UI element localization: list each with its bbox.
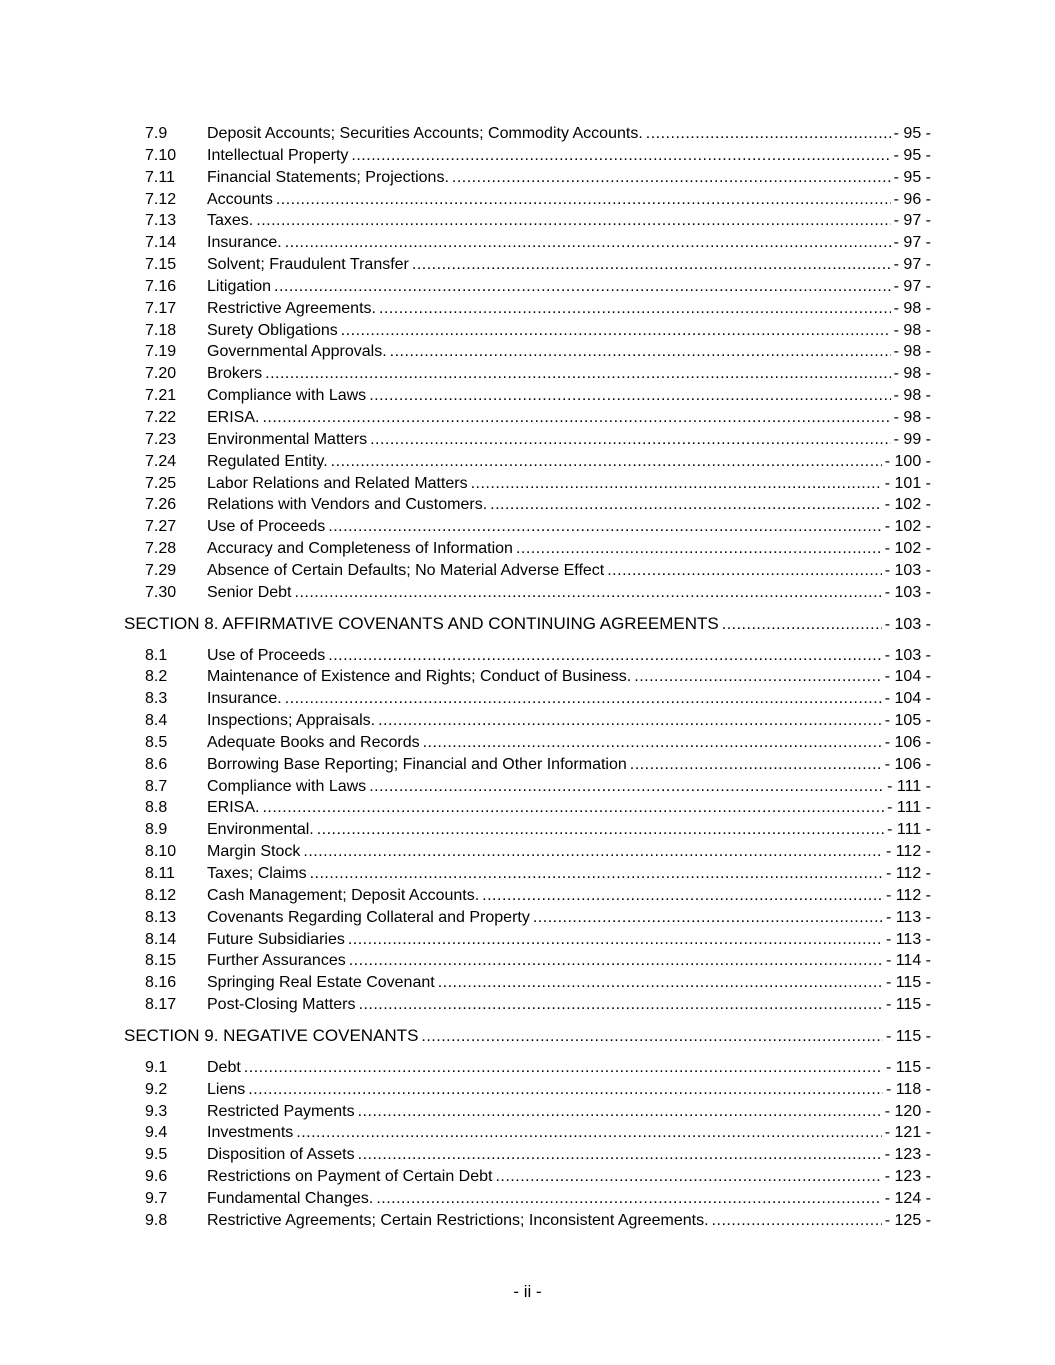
toc-entry-number: 7.24 xyxy=(145,452,177,470)
dot-leader xyxy=(376,1188,881,1210)
dot-leader xyxy=(533,907,883,929)
dot-leader xyxy=(722,614,882,636)
toc-entry-title: Absence of Certain Defaults; No Material Adverse Effect xyxy=(207,561,605,579)
toc-entry-title: Governmental Approvals. xyxy=(207,343,387,361)
toc-entry-title: Further Assurances xyxy=(207,952,346,970)
toc-entry-number: 7.27 xyxy=(145,518,177,536)
dot-leader xyxy=(370,429,891,451)
toc-entry-number: 7.20 xyxy=(145,365,177,383)
dot-leader xyxy=(379,298,891,320)
toc-entry-number: 9.1 xyxy=(145,1058,168,1076)
toc-entry-number: 9.6 xyxy=(145,1168,168,1186)
dot-leader xyxy=(634,666,882,688)
toc-entry[interactable] xyxy=(145,666,931,688)
toc-entry-title: Brokers xyxy=(207,365,263,383)
section-heading-page: - 115 - xyxy=(885,1027,931,1045)
page-footer-number: - ii - xyxy=(513,1282,542,1301)
toc-entry[interactable] xyxy=(145,167,931,189)
toc-entry-title: Senior Debt xyxy=(207,583,292,601)
toc-entry-number: 7.17 xyxy=(145,299,177,317)
toc-entry-number: 8.8 xyxy=(145,799,168,817)
toc-entry-title: Relations with Vendors and Customers. xyxy=(207,496,488,514)
dot-leader xyxy=(495,1166,881,1188)
toc-entry-title: Borrowing Base Reporting; Financial and Other Information xyxy=(207,755,627,773)
toc-entry-page: - 95 - xyxy=(893,168,931,186)
toc-entry-title: Fundamental Changes. xyxy=(207,1189,374,1207)
toc-entry-page: - 98 - xyxy=(893,365,931,383)
dot-leader xyxy=(471,473,882,495)
toc-entry-number: 9.7 xyxy=(145,1189,168,1207)
toc-entry-title: Post-Closing Matters xyxy=(207,996,356,1014)
section-heading-page: - 103 - xyxy=(884,615,931,633)
toc-entry-page: - 124 - xyxy=(884,1189,931,1207)
toc-entry-page: - 97 - xyxy=(893,234,931,252)
toc-entry-title: Compliance with Laws xyxy=(207,387,367,405)
toc-entry-page: - 121 - xyxy=(884,1124,931,1142)
toc-entry-number: 8.14 xyxy=(145,930,177,948)
toc-entry-page: - 111 - xyxy=(887,777,931,795)
toc-entry[interactable] xyxy=(145,407,931,429)
toc-entry-number: 9.3 xyxy=(145,1102,168,1120)
dot-leader xyxy=(296,1122,881,1144)
toc-entry-title: Use of Proceeds xyxy=(207,646,326,664)
dot-leader xyxy=(630,754,882,776)
toc-entry-title: Intellectual Property xyxy=(207,146,349,164)
toc-entry[interactable] xyxy=(145,189,931,211)
toc-entry-title: Debt xyxy=(207,1058,241,1076)
toc-entry[interactable] xyxy=(145,320,931,342)
toc-entry-page: - 101 - xyxy=(884,474,931,492)
toc-entry-page: - 118 - xyxy=(885,1080,931,1098)
toc-entry-number: 7.21 xyxy=(145,387,177,405)
toc-entry[interactable] xyxy=(145,1122,931,1144)
toc-entry[interactable] xyxy=(145,516,931,538)
toc-entry-title: Compliance with Laws xyxy=(207,777,367,795)
toc-entry-page: - 98 - xyxy=(893,299,931,317)
dot-leader xyxy=(607,560,882,582)
toc-entry-number: 7.25 xyxy=(145,474,177,492)
toc-entry-number: 7.23 xyxy=(145,430,177,448)
toc-entry-title: Investments xyxy=(207,1124,294,1142)
toc-entry[interactable] xyxy=(145,451,931,473)
section-heading-title: SECTION 8. AFFIRMATIVE COVENANTS AND CONTINUING AGREEMENTS xyxy=(124,613,719,633)
dot-leader xyxy=(256,210,890,232)
toc-entry[interactable] xyxy=(145,341,931,363)
toc-entry[interactable] xyxy=(145,972,931,994)
toc-entry-title: Restrictive Agreements; Certain Restrictions; Inconsistent Agreements. xyxy=(207,1211,709,1229)
toc-entry-title: Litigation xyxy=(207,277,272,295)
toc-entry-page: - 102 - xyxy=(884,518,931,536)
dot-leader xyxy=(646,123,891,145)
dot-leader xyxy=(482,885,883,907)
toc-entry-number: 7.11 xyxy=(145,168,175,186)
toc-entry-page: - 103 - xyxy=(884,583,931,601)
dot-leader xyxy=(452,167,891,189)
toc-entry-number: 7.16 xyxy=(145,277,177,295)
toc-entry[interactable] xyxy=(145,1210,931,1232)
dot-leader xyxy=(262,407,890,429)
toc-entry[interactable] xyxy=(145,907,931,929)
toc-entry-page: - 111 - xyxy=(887,821,931,839)
toc-entry-number: 7.15 xyxy=(145,256,177,274)
toc-entry-page: - 97 - xyxy=(893,256,931,274)
toc-entry-number: 7.12 xyxy=(145,190,177,208)
toc-entry[interactable] xyxy=(145,732,931,754)
toc-entry[interactable] xyxy=(145,863,931,885)
toc-entry-number: 7.14 xyxy=(145,234,177,252)
toc-entry-page: - 113 - xyxy=(885,908,931,926)
toc-entry-title: Use of Proceeds xyxy=(207,518,326,536)
toc-entry-page: - 98 - xyxy=(893,408,931,426)
toc-entry[interactable] xyxy=(145,145,931,167)
toc-entry-page: - 97 - xyxy=(893,277,931,295)
toc-entry-number: 8.17 xyxy=(145,996,177,1014)
dot-leader xyxy=(358,1101,882,1123)
toc-entry-page: - 114 - xyxy=(885,952,931,970)
dot-leader xyxy=(317,819,884,841)
dot-leader xyxy=(265,363,891,385)
toc-entry-page: - 111 - xyxy=(887,799,931,817)
toc-entry-title: Maintenance of Existence and Rights; Conduct of Business. xyxy=(207,668,632,686)
toc-entry-title: Liens xyxy=(207,1080,246,1098)
toc-entry-number: 7.30 xyxy=(145,583,177,601)
toc-entry[interactable] xyxy=(145,298,931,320)
toc-entry-number: 8.15 xyxy=(145,952,177,970)
toc-entry[interactable] xyxy=(145,950,931,972)
toc-section-heading[interactable] xyxy=(124,1025,931,1047)
toc-entry-number: 8.12 xyxy=(145,886,177,904)
toc-entry[interactable] xyxy=(145,473,931,495)
dot-leader xyxy=(423,732,882,754)
toc-entry-page: - 100 - xyxy=(884,452,931,470)
toc-entry-title: Insurance. xyxy=(207,234,282,252)
toc-entry-number: 8.13 xyxy=(145,908,177,926)
dot-leader xyxy=(421,1026,883,1048)
toc-entry-title: Disposition of Assets xyxy=(207,1146,355,1164)
toc-entry-page: - 113 - xyxy=(885,930,931,948)
toc-entry-title: Insurance. xyxy=(207,690,282,708)
toc-entry-number: 7.28 xyxy=(145,540,177,558)
toc-entry-page: - 112 - xyxy=(885,886,931,904)
toc-entry-page: - 120 - xyxy=(884,1102,931,1120)
toc-entry-page: - 115 - xyxy=(885,996,931,1014)
toc-entry-title: Surety Obligations xyxy=(207,321,338,339)
toc-entry-title: Margin Stock xyxy=(207,843,301,861)
toc-entry[interactable] xyxy=(145,276,931,298)
toc-entry-page: - 95 - xyxy=(893,125,931,142)
toc-entry-page: - 99 - xyxy=(893,430,931,448)
toc-entry-title: Restrictive Agreements. xyxy=(207,299,376,317)
toc-entry-number: 7.22 xyxy=(145,408,177,426)
toc-entry-number: 8.1 xyxy=(145,646,168,664)
dot-leader xyxy=(412,254,891,276)
toc-entry-page: - 95 - xyxy=(893,146,931,164)
toc-entry-number: 7.26 xyxy=(145,496,177,514)
toc-entry-title: Solvent; Fraudulent Transfer xyxy=(207,256,409,274)
dot-leader xyxy=(328,645,881,667)
dot-leader xyxy=(262,797,884,819)
toc-entry[interactable] xyxy=(145,1166,931,1188)
toc-entry-number: 8.6 xyxy=(145,755,168,773)
toc-entry-title: Covenants Regarding Collateral and Property xyxy=(207,908,530,926)
toc-entry-number: 9.4 xyxy=(145,1124,168,1142)
dot-leader xyxy=(295,582,882,604)
toc-entry-page: - 98 - xyxy=(893,387,931,405)
dot-leader xyxy=(248,1079,883,1101)
toc-entry-number: 8.2 xyxy=(145,668,168,686)
dot-leader xyxy=(303,841,883,863)
toc-entry[interactable] xyxy=(145,1079,931,1101)
toc-entry-number: 9.8 xyxy=(145,1211,168,1229)
toc-entry-title: Springing Real Estate Covenant xyxy=(207,974,435,992)
toc-entry[interactable] xyxy=(145,645,931,667)
toc-entry-number: 9.5 xyxy=(145,1146,168,1164)
toc-entry-number: 9.2 xyxy=(145,1080,168,1098)
dot-leader xyxy=(438,972,883,994)
dot-leader xyxy=(351,145,890,167)
toc-entry-title: Taxes. xyxy=(207,212,254,230)
toc-entry[interactable] xyxy=(145,797,931,819)
toc-entry-title: Adequate Books and Records xyxy=(207,733,420,751)
toc-entry[interactable] xyxy=(145,994,931,1016)
toc-entry-number: 8.7 xyxy=(145,777,168,795)
toc-entry-page: - 115 - xyxy=(885,1058,931,1076)
toc-entry-page: - 96 - xyxy=(893,190,931,208)
toc-entry-number: 7.18 xyxy=(145,321,177,339)
toc-entry-number: 7.19 xyxy=(145,343,177,361)
toc-entry-page: - 125 - xyxy=(884,1211,931,1229)
toc-entry[interactable] xyxy=(145,494,931,516)
toc-entry[interactable] xyxy=(145,1057,931,1079)
toc-entry[interactable] xyxy=(145,232,931,254)
toc-entry-number: 8.5 xyxy=(145,733,168,751)
dot-leader xyxy=(244,1057,883,1079)
toc-entry[interactable] xyxy=(145,538,931,560)
toc-entry-title: Accounts xyxy=(207,190,273,208)
toc-entry-title: Restrictions on Payment of Certain Debt xyxy=(207,1168,493,1186)
toc-entry[interactable] xyxy=(145,385,931,407)
toc-entry-number: 8.9 xyxy=(145,821,168,839)
toc-entry[interactable] xyxy=(145,776,931,798)
toc-entry-title: Future Subsidiaries xyxy=(207,930,345,948)
toc-entry-page: - 104 - xyxy=(884,668,931,686)
toc-entry-page: - 97 - xyxy=(893,212,931,230)
toc-entry-number: 8.4 xyxy=(145,712,168,730)
toc-entry[interactable] xyxy=(145,1188,931,1210)
dot-leader xyxy=(348,929,883,951)
toc-entry-page: - 112 - xyxy=(885,843,931,861)
toc-entry-page: - 106 - xyxy=(884,733,931,751)
toc-entry-number: 7.29 xyxy=(145,561,177,579)
toc-entry-title: Inspections; Appraisals. xyxy=(207,712,376,730)
toc-entry[interactable] xyxy=(145,560,931,582)
toc-entry[interactable] xyxy=(145,929,931,951)
toc-entry-page: - 115 - xyxy=(885,974,931,992)
toc-entry-page: - 123 - xyxy=(884,1146,931,1164)
toc-entry-title: Deposit Accounts; Securities Accounts; Commodity Accounts. xyxy=(207,125,643,142)
toc-entry-page: - 106 - xyxy=(884,755,931,773)
dot-leader xyxy=(285,688,882,710)
dot-leader xyxy=(285,232,891,254)
dot-leader xyxy=(712,1210,882,1232)
dot-leader xyxy=(516,538,882,560)
toc-entry-number: 8.10 xyxy=(145,843,177,861)
toc-entry-page: - 98 - xyxy=(893,321,931,339)
toc-entry-title: Financial Statements; Projections. xyxy=(207,168,449,186)
toc-entry[interactable] xyxy=(145,885,931,907)
toc-entry[interactable] xyxy=(145,254,931,276)
dot-leader xyxy=(390,341,891,363)
dot-leader xyxy=(276,189,891,211)
toc-entry[interactable] xyxy=(145,123,931,145)
toc-entry[interactable] xyxy=(145,429,931,451)
toc-entry[interactable] xyxy=(145,710,931,732)
toc-entry-page: - 102 - xyxy=(884,540,931,558)
toc-entry[interactable] xyxy=(145,819,931,841)
toc-entry-title: Taxes; Claims xyxy=(207,865,307,882)
toc-entry-number: 7.9 xyxy=(145,125,168,142)
dot-leader xyxy=(359,994,883,1016)
toc-entry-page: - 104 - xyxy=(884,690,931,708)
toc-entry-page: - 103 - xyxy=(884,646,931,664)
toc-section-heading[interactable] xyxy=(124,613,931,635)
toc-entry-title: Environmental Matters xyxy=(207,430,368,448)
toc-entry[interactable] xyxy=(145,688,931,710)
toc-entry-title: Labor Relations and Related Matters xyxy=(207,474,468,492)
dot-leader xyxy=(358,1144,882,1166)
toc-entry-number: 7.10 xyxy=(145,146,177,164)
toc-entry-page: - 123 - xyxy=(884,1168,931,1186)
toc-entry-number: 8.16 xyxy=(145,974,177,992)
toc-entry[interactable] xyxy=(145,210,931,232)
table-of-contents xyxy=(0,123,1055,1232)
toc-entry-title: Accuracy and Completeness of Information xyxy=(207,540,513,558)
toc-entry[interactable] xyxy=(145,754,931,776)
dot-leader xyxy=(369,776,884,798)
toc-entry-page: - 103 - xyxy=(884,561,931,579)
dot-leader xyxy=(328,516,881,538)
toc-entry-title: ERISA. xyxy=(207,408,260,426)
dot-leader xyxy=(490,494,882,516)
toc-entry-page: - 105 - xyxy=(884,712,931,730)
dot-leader xyxy=(341,320,891,342)
toc-entry[interactable] xyxy=(145,1101,931,1123)
toc-entry-page: - 112 - xyxy=(885,865,931,882)
toc-entry-title: Regulated Entity. xyxy=(207,452,328,470)
toc-entry-title: Cash Management; Deposit Accounts. xyxy=(207,886,480,904)
toc-entry-page: - 98 - xyxy=(893,343,931,361)
toc-entry[interactable] xyxy=(145,363,931,385)
toc-entry-number: 8.11 xyxy=(145,865,175,882)
toc-entry[interactable] xyxy=(145,841,931,863)
dot-leader xyxy=(274,276,891,298)
dot-leader xyxy=(378,710,882,732)
dot-leader xyxy=(369,385,890,407)
dot-leader xyxy=(310,863,883,885)
toc-entry-page: - 102 - xyxy=(884,496,931,514)
toc-entry-title: Restricted Payments xyxy=(207,1102,355,1120)
toc-entry-number: 8.3 xyxy=(145,690,168,708)
toc-entry-title: ERISA. xyxy=(207,799,260,817)
toc-entry-number: 7.13 xyxy=(145,212,177,230)
section-heading-title: SECTION 9. NEGATIVE COVENANTS xyxy=(124,1025,419,1045)
dot-leader xyxy=(331,451,882,473)
toc-entry-title: Environmental. xyxy=(207,821,314,839)
toc-entry[interactable] xyxy=(145,1144,931,1166)
toc-entry[interactable] xyxy=(145,582,931,604)
dot-leader xyxy=(349,950,883,972)
